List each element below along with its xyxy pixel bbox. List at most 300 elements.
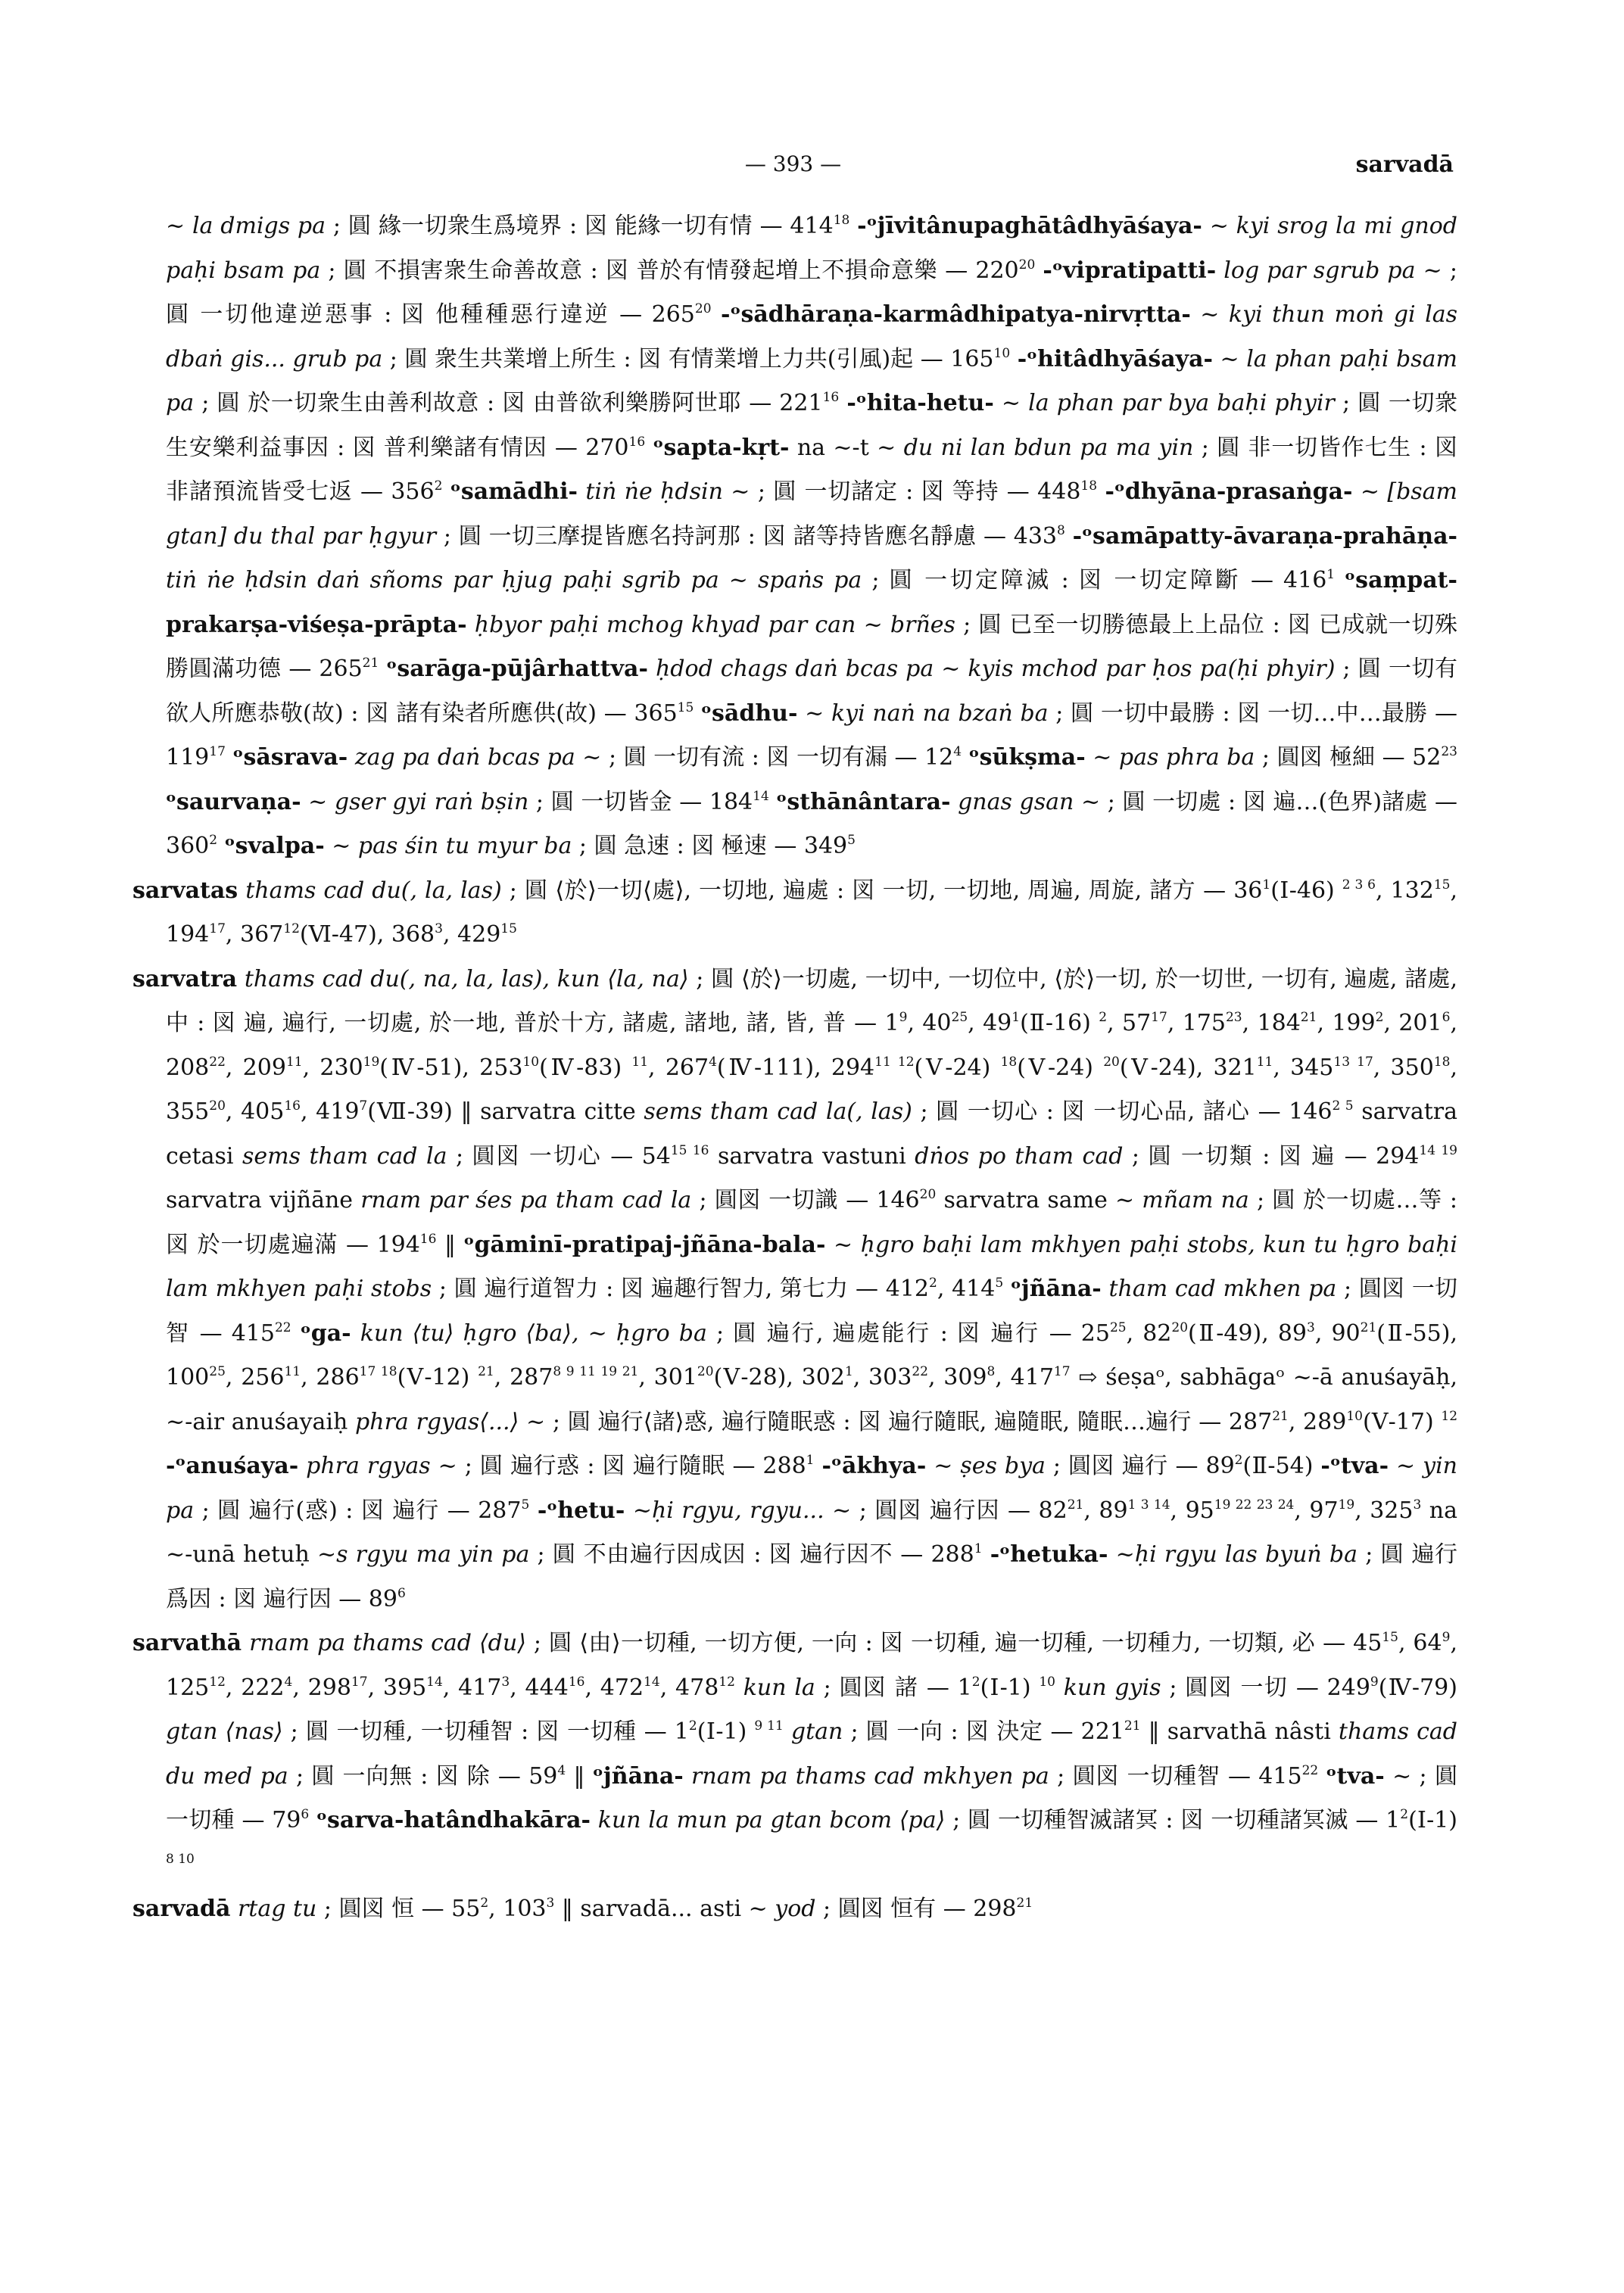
reference-superscript: 21 — [1360, 1319, 1377, 1335]
entry-text: ; 圓図 一切 — 249 — [1161, 1674, 1370, 1701]
tibetan-equivalent: zag pa daṅ bcas pa ~ — [354, 744, 602, 771]
reference-superscript: 18 — [1433, 1054, 1451, 1070]
entry-text — [591, 1807, 598, 1833]
reference-superscript: 2 — [1234, 1453, 1243, 1468]
entry-text: (Ⅰ-1) — [1408, 1807, 1458, 1833]
reference-superscript: 2 — [1099, 1010, 1108, 1025]
reference-superscript: 15 — [677, 699, 694, 715]
reference-superscript: 12 — [283, 921, 300, 936]
reference-superscript: 19 22 23 24 — [1214, 1497, 1295, 1513]
tibetan-equivalent: ~s rgyu ma yin pa — [316, 1541, 530, 1568]
reference-superscript: 3 — [501, 1674, 510, 1690]
entry-text — [237, 966, 245, 992]
reference-superscript: 20 — [1171, 1319, 1189, 1335]
reference-superscript: 12 — [718, 1674, 735, 1690]
entry-text: , 429 — [442, 921, 501, 948]
reference-superscript: 6 — [397, 1585, 406, 1601]
entry-text — [242, 1630, 249, 1656]
tibetan-equivalent: kun gyis — [1063, 1674, 1161, 1701]
reference-superscript: 21 — [1016, 1896, 1033, 1911]
reference-superscript: 1 — [844, 1364, 853, 1379]
entry-text: (Ⅴ-24) — [914, 1054, 1001, 1081]
entry-text: , 64 — [1398, 1630, 1442, 1656]
sanskrit-term: ᵒsvalpa- — [224, 833, 325, 859]
reference-superscript: 16 — [284, 1098, 301, 1114]
entry-text: (Ⅶ-39) ‖ sarvatra citte — [367, 1098, 644, 1125]
entry-text — [983, 1541, 990, 1568]
reference-superscript: 17 — [209, 744, 226, 759]
entry-text: ‖ sarvathā nâsti — [1140, 1718, 1339, 1745]
entry-text — [962, 744, 969, 771]
entry-text: ; 圓 一切衆生安樂利益事因 : 図 普利樂諸有情因 — 270 — [166, 390, 1458, 461]
entry-text — [1065, 523, 1073, 550]
reference-superscript: 2 — [1375, 1010, 1384, 1025]
reference-superscript: 18 — [833, 213, 850, 228]
entry-text: ; 圓図 恒有 — 298 — [815, 1896, 1017, 1922]
entry-text: (Ⅱ-55), 100 — [166, 1319, 1458, 1391]
reference-superscript: 3 — [1307, 1319, 1315, 1335]
entry-text: ; 圓 一切皆金 — 184 — [528, 788, 753, 815]
reference-superscript: 2 5 — [1332, 1098, 1354, 1114]
entry-text: (Ⅴ-28), 302 — [713, 1364, 845, 1391]
entry-text — [1353, 478, 1361, 505]
entry-text: ; 圓図 恒 — 55 — [316, 1896, 481, 1922]
reference-superscript: 18 — [1000, 1054, 1018, 1070]
tibetan-equivalent: phra rgyas⟨...⟩ ~ — [355, 1408, 546, 1435]
reference-superscript: 19 — [1338, 1497, 1355, 1513]
entry-text: , 405 — [225, 1098, 285, 1125]
sanskrit-term: ᵒsarāga-pūjârhattva- — [386, 656, 648, 682]
entry-text: , 184 — [1242, 1010, 1301, 1036]
entry-text: ; 圓図 一切心 — 54 — [447, 1142, 671, 1170]
tibetan-equivalent: tiṅ ṅe ḥdsin daṅ sñoms par ḥjug paḥi sgrib pa ~ spaṅs pa — [166, 567, 862, 594]
reference-superscript: 14 — [753, 788, 769, 804]
entry-text: ; 圓 一切諸定 : 図 等持 — 448 — [750, 478, 1081, 505]
sanskrit-term: ᵒsthānântara- — [776, 788, 951, 815]
tibetan-equivalent: tham cad mkhen pa — [1108, 1276, 1337, 1302]
reference-superscript: 10 — [1039, 1674, 1055, 1690]
running-head-word: sarvadā — [1355, 151, 1454, 178]
entry-text: ; 圓 於一切處…等 : 図 於一切處遍滿 — 194 — [166, 1187, 1458, 1258]
tibetan-equivalent: ~ kyi thun moṅ gi las dbaṅ gis... grub pa — [166, 301, 1457, 372]
entry-text — [950, 789, 958, 815]
entry-text: ; 圓図 極細 — 52 — [1255, 744, 1442, 771]
reference-superscript: 14 — [644, 1674, 660, 1690]
tibetan-equivalent: gnas gsan ~ — [958, 788, 1101, 815]
tibetan-equivalent: ~ pas śin tu myur ba — [332, 833, 572, 859]
entry-text: ; 圓 一向 : 図 決定 — 221 — [843, 1718, 1124, 1745]
reference-superscript: 17 — [351, 1674, 368, 1690]
reference-superscript: 2 — [480, 1896, 489, 1911]
sanskrit-term: ᵒsādhu- — [701, 699, 798, 727]
reference-superscript: 10 — [1346, 1408, 1363, 1424]
reference-superscript: 15 — [1382, 1630, 1398, 1645]
entry-text — [578, 478, 585, 505]
entry-text: , 298 — [292, 1674, 351, 1701]
tibetan-equivalent: ḥdod chags daṅ bcas pa ~ kyis mchod par ḥos pa(ḥi phyir) — [655, 656, 1336, 682]
entry-text: , 201 — [1383, 1010, 1442, 1036]
entry-text: ; 圓 不由遍行因成因 : 図 遍行因不 — 288 — [529, 1541, 974, 1568]
reference-superscript: 5 — [847, 833, 856, 848]
entry-text — [684, 1763, 691, 1790]
entry-text: ; 圓 ⟨於⟩一切處, 一切中, 一切位中, ⟨於⟩一切, 於一切世, 一切有, 遍處, 諸處, 中 : 図 遍, 遍行, 一切處, 於一地, 普於十方, 諸處, 諸地, 諸, 皆, 普 — 1 — [166, 965, 1457, 1036]
headword: sarvathā — [132, 1630, 242, 1656]
reference-superscript: 2 — [971, 1674, 980, 1690]
entry-text — [467, 612, 475, 638]
entry-text: ; 圓 不損害衆生命善故意 : 図 普於有情發起増上不損命意樂 — 220 — [320, 257, 1019, 284]
sanskrit-term: ᵒsaṃpat-prakarṣa-viśeṣa-prāpta- — [166, 567, 1457, 638]
entry-text: ; 圓 遍行(惑) : 図 遍行 — 287 — [194, 1497, 522, 1524]
reference-superscript: 9 — [1370, 1674, 1379, 1690]
entry-text: (Ⅳ-83) — [539, 1054, 632, 1081]
entry-text — [926, 1453, 934, 1479]
reference-superscript: 11 — [285, 1054, 303, 1070]
entry-text: ; 圓 衆生共業增上所生 : 図 有情業增上力共(引風)起 — 165 — [382, 345, 994, 372]
entry-sarvatra — [132, 958, 1457, 1622]
entry-text — [769, 789, 777, 815]
reference-superscript: 17 18 — [359, 1364, 397, 1379]
entry-continuation — [132, 204, 1457, 869]
entry-text: ; 圓 一切處 : 図 遍…(色界)諸處 — 360 — [166, 788, 1457, 859]
entry-text — [645, 435, 653, 461]
reference-superscript: 1 — [1262, 877, 1271, 893]
sanskrit-term: ᵒgāminī-pratipaj-jñāna-bala- — [463, 1231, 826, 1258]
entry-text — [839, 390, 846, 416]
reference-superscript: 4 — [709, 1054, 717, 1070]
tibetan-equivalent: thams cad du med pa — [166, 1718, 1457, 1790]
entry-text: , 417 — [995, 1364, 1054, 1391]
page-number: — 393 — — [744, 151, 842, 176]
reference-superscript: 20 — [209, 1098, 226, 1114]
reference-superscript: 16 — [822, 390, 840, 405]
entry-text: ; 圓図 一切種智 — 415 — [1049, 1762, 1302, 1790]
tibetan-equivalent: kun la — [743, 1674, 815, 1701]
entry-text: ; 圓 於一切衆生由善利故意 : 図 由普欲利樂勝阿世耶 — 221 — [194, 390, 823, 416]
entry-text — [735, 1675, 743, 1701]
entry-text: , 199 — [1317, 1010, 1376, 1036]
tibetan-equivalent: gtan — [790, 1718, 843, 1745]
entry-text — [1385, 1763, 1392, 1790]
entry-text: , 444 — [510, 1674, 569, 1701]
entry-text: , 289 — [1288, 1408, 1347, 1435]
entry-text: , 417 — [442, 1674, 502, 1701]
entry-text — [309, 1807, 316, 1833]
reference-superscript: 22 — [209, 1054, 226, 1070]
entry-text: , 97 — [1294, 1497, 1339, 1524]
headword: sarvatra — [132, 965, 238, 992]
tibetan-equivalent: ~ ṣes bya — [934, 1453, 1046, 1479]
entry-text: ; 圓 一切有流 : 図 一切有漏 — 12 — [601, 744, 954, 771]
reference-superscript: 16 — [419, 1231, 437, 1247]
tibetan-equivalent: log par sgrub pa ~ — [1223, 257, 1442, 284]
sanskrit-term: -ᵒsādhāraṇa-karmâdhipatya-nirvṛtta- — [721, 301, 1191, 328]
reference-superscript: 2 — [929, 1276, 937, 1291]
reference-superscript: 3 — [1413, 1497, 1422, 1513]
sanskrit-term: -ᵒanuśaya- — [166, 1453, 299, 1479]
reference-superscript: 20 — [919, 1187, 937, 1202]
reference-superscript: 12 — [1441, 1408, 1458, 1424]
reference-superscript: 1 — [1326, 567, 1336, 582]
entry-text: , 49 — [968, 1010, 1012, 1036]
entry-text — [712, 301, 721, 328]
reference-superscript: 13 17 — [1333, 1054, 1373, 1070]
sanskrit-term: -ᵒtva- — [1320, 1453, 1389, 1479]
entry-sarvatas — [132, 869, 1457, 958]
reference-superscript: 5 — [995, 1276, 1004, 1291]
tibetan-equivalent: sems tham cad la — [242, 1142, 447, 1170]
entry-text — [1318, 1763, 1326, 1790]
entry-text: na ~-unā hetuḥ — [166, 1497, 1458, 1568]
reference-superscript: 8 — [987, 1364, 996, 1379]
entry-text: (Ⅰ-46) — [1270, 877, 1342, 904]
sanskrit-term: ᵒsapta-kṛt- — [653, 434, 790, 461]
reference-superscript: 23 — [1441, 744, 1457, 759]
reference-superscript: 17 — [209, 921, 226, 936]
entry-text: sarvatra same — [936, 1187, 1115, 1213]
reference-superscript: 11 — [631, 1054, 649, 1070]
reference-superscript: 8 9 11 19 21 — [553, 1364, 639, 1379]
entry-text: (Ⅴ-24), 321 — [1119, 1054, 1257, 1081]
entry-text: ; 圓 一切種 — 79 — [166, 1762, 1457, 1833]
entry-text: (Ⅵ-47), 368 — [299, 921, 435, 948]
sanskrit-term: ᵒtva- — [1326, 1762, 1385, 1790]
entry-text: , 355 — [166, 1054, 1457, 1125]
entry-text: ; 圓 遍行⟨諸⟩惑, 遍行隨眠惑 : 図 遍行隨眠, 遍隨眠, 隨眠…遍行 — 287 — [545, 1408, 1273, 1435]
sanskrit-term: ᵒsāsrava- — [232, 744, 348, 771]
entry-text: , 286 — [301, 1364, 360, 1391]
sanskrit-term: ᵒsarva-hatândhakāra- — [316, 1807, 591, 1833]
entry-text: , 209 — [225, 1054, 286, 1081]
reference-superscript: 10 — [993, 345, 1011, 361]
entry-text: , 256 — [225, 1364, 285, 1391]
entry-text — [825, 1232, 834, 1258]
reference-superscript: 15 — [1433, 877, 1451, 893]
entry-text: ; 圓 遍行爲因 : 図 遍行因 — 89 — [166, 1541, 1457, 1612]
entry-text: (Ⅱ-54) — [1242, 1453, 1321, 1479]
reference-superscript: 7 — [359, 1098, 368, 1114]
reference-superscript: 20 — [697, 1364, 714, 1379]
entry-text: , 57 — [1107, 1010, 1152, 1036]
reference-superscript: 21 — [1067, 1497, 1084, 1513]
entry-text — [815, 1453, 822, 1479]
entry-text: ; 圓 一切類 : 図 遍 — 294 — [1123, 1142, 1420, 1170]
entry-text — [1389, 1453, 1396, 1479]
reference-superscript: 1 3 14 — [1127, 1497, 1170, 1513]
tibetan-equivalent: rtag tu — [237, 1896, 317, 1922]
entry-text: ‖ — [436, 1231, 464, 1258]
entry-text: ; 圓 一切種智滅諸冥 : 図 一切種諸冥滅 — 1 — [945, 1807, 1401, 1833]
tibetan-equivalent: ~ pas phra ba — [1093, 744, 1255, 771]
entry-sarvatha — [132, 1622, 1457, 1887]
entry-text — [238, 877, 245, 904]
reference-superscript: 11 — [1256, 1054, 1273, 1070]
entry-text — [1202, 213, 1210, 239]
tibetan-equivalent: kun la mun pa gtan bcom ⟨pa⟩ — [597, 1807, 946, 1833]
entry-text: sarvatra cetasi — [166, 1098, 1458, 1170]
entry-text — [529, 1497, 538, 1524]
entry-text: (Ⅰ-1) — [697, 1718, 755, 1745]
headword: sarvadā — [132, 1896, 231, 1922]
reference-superscript: 17 — [1151, 1010, 1167, 1025]
tibetan-equivalent: sems tham cad la(, las) — [644, 1098, 912, 1125]
reference-superscript: 21 — [362, 656, 379, 671]
entry-text: ; 圓図 諸 — 1 — [815, 1674, 972, 1701]
reference-superscript: 22 — [1301, 1762, 1319, 1778]
entry-text: ; 圓 遍行惑 : 図 遍行隨眠 — 288 — [457, 1453, 806, 1479]
reference-superscript: 16 — [628, 434, 646, 450]
tibetan-equivalent: ~ kyi srog la mi gnod paḥi bsam pa — [166, 213, 1457, 284]
entry-text: ; 圓 一切中最勝 : 図 一切…中…最勝 — 119 — [166, 699, 1457, 771]
tibetan-equivalent: ~ḥi rgyu las byuṅ ba — [1115, 1541, 1358, 1568]
tibetan-equivalent: dṅos po tham cad — [915, 1142, 1124, 1170]
entry-text: ; 圓 一切種, 一切種智 : 図 一切種 — 1 — [282, 1718, 689, 1745]
entry-text: , 325 — [1354, 1497, 1414, 1524]
entry-text: (Ⅱ-49), 89 — [1188, 1319, 1308, 1347]
tibetan-equivalent: ~ ḥgro baḥi lam mkhyen paḥi stobs, kun tu ḥgro baḥi lam mkhyen paḥi stobs — [166, 1231, 1457, 1302]
reference-superscript: 21 — [478, 1364, 494, 1379]
tibetan-equivalent: thams cad du(, la, las) — [245, 877, 502, 904]
reference-superscript: 20 — [1103, 1054, 1120, 1070]
tibetan-equivalent: kun ⟨tu⟩ ḥgro ⟨ba⟩, ~ ḥgro ba — [360, 1319, 707, 1347]
entry-text: ; 圓図 一切智 — 415 — [166, 1276, 1458, 1347]
reference-superscript: 9 — [1442, 1630, 1451, 1645]
reference-superscript: 2 — [209, 833, 218, 848]
entry-text: (Ⅳ-111), 294 — [716, 1054, 875, 1081]
entry-text — [379, 656, 386, 682]
entry-text: (Ⅳ-79) — [1378, 1674, 1457, 1701]
entry-text: ; 圓 一切定障滅 : 図 一切定障斷 — 416 — [862, 567, 1327, 594]
tibetan-equivalent: ~ la phan par bya baḥi phyir — [1001, 390, 1335, 416]
tibetan-equivalent: ~ yod — [748, 1896, 816, 1922]
tibetan-equivalent: gtan ⟨nas⟩ — [166, 1718, 283, 1745]
entry-text — [648, 656, 656, 682]
reference-superscript: 4 — [284, 1674, 293, 1690]
tibetan-equivalent: ~ḥi rgyu, rgyu... ~ — [632, 1497, 852, 1524]
sanskrit-term: -ᵒsamāpatty-āvaraṇa-prahāṇa- — [1072, 522, 1457, 550]
entry-text: ‖ — [566, 1762, 593, 1790]
sanskrit-term: ᵒjñāna- — [1010, 1276, 1102, 1302]
entry-text: , 395 — [367, 1674, 427, 1701]
reference-superscript: 15 16 — [670, 1142, 709, 1158]
entry-text: ; 圓 緣一切衆生爲境界 : 図 能緣一切有情 — 414 — [326, 213, 834, 239]
reference-superscript: 19 — [363, 1054, 380, 1070]
entry-text — [1108, 1541, 1115, 1568]
tibetan-equivalent: rnam par śes pa tham cad la — [360, 1187, 692, 1213]
tibetan-equivalent: tiṅ ṅe ḥdsin ~ — [585, 478, 750, 505]
entry-text: , 303 — [853, 1364, 912, 1391]
sanskrit-term: -ᵒākhya- — [821, 1453, 927, 1479]
entry-text: , 472 — [584, 1674, 644, 1701]
reference-superscript: 5 — [521, 1497, 530, 1513]
entry-text: , 478 — [659, 1674, 719, 1701]
entry-text: (Ⅴ-17) — [1362, 1408, 1442, 1435]
entry-sarvada — [132, 1887, 1457, 1932]
tibetan-equivalent: ḥbyor paḥi mchog khyad par can ~ brñes — [474, 611, 955, 638]
entry-text: ; 圓図 遍行因 — 82 — [851, 1497, 1068, 1524]
entry-text: ; 圓 非一切皆作七生 : 図 非諸預流皆受七返 — 356 — [166, 434, 1457, 505]
entry-text — [291, 1320, 301, 1347]
sanskrit-term: -ᵒhita-hetu- — [846, 390, 994, 416]
entry-text: , 82 — [1126, 1319, 1172, 1347]
reference-superscript: 22 — [912, 1364, 928, 1379]
sanskrit-term: ᵒga- — [300, 1319, 351, 1347]
entry-text: (Ⅴ-24) — [1017, 1054, 1104, 1081]
entry-text: ; 圓 一切有欲人所應恭敬(故) : 図 諸有染者所應供(故) — 365 — [166, 656, 1457, 727]
reference-superscript: 9 — [899, 1010, 908, 1025]
sanskrit-term: -ᵒdhyāna-prasaṅga- — [1105, 478, 1353, 505]
sanskrit-term: ᵒsaurvaṇa- — [166, 788, 301, 815]
reference-superscript: 11 — [284, 1364, 301, 1379]
reference-superscript: 20 — [694, 301, 712, 316]
entry-text: ; 圓 一切心 : 図 一切心品, 諸心 — 146 — [912, 1098, 1333, 1125]
reference-superscript: 4 — [557, 1762, 566, 1778]
entry-text: , 287 — [494, 1364, 553, 1391]
entry-text: , 90 — [1314, 1319, 1361, 1347]
entry-text: ; 圓 一向無 : 図 除 — 59 — [288, 1762, 558, 1790]
reference-superscript: 14 — [426, 1674, 443, 1690]
entry-text — [325, 833, 332, 859]
entry-text: na ~-t — [789, 434, 877, 461]
reference-superscript: 2 3 6 — [1342, 877, 1376, 893]
entry-text: ; 圓 遍行, 遍處能行 : 図 遍行 — 25 — [706, 1319, 1110, 1347]
reference-superscript: 8 — [1057, 522, 1065, 538]
tibetan-equivalent: thams cad du(, na, la, las), kun ⟨la, na⟩ — [244, 965, 689, 992]
entry-text: , 230 — [302, 1054, 363, 1081]
entry-text — [1102, 1276, 1109, 1302]
sanskrit-term: ᵒsamādhi- — [450, 478, 578, 505]
reference-superscript: 18 — [1080, 478, 1098, 494]
reference-superscript: 2 — [434, 478, 443, 494]
entry-text — [1216, 257, 1223, 284]
entry-text: , 125 — [166, 1630, 1457, 1701]
tibetan-equivalent: ~ [bsam gtan] du thal par ḥgyur — [166, 478, 1458, 550]
tibetan-equivalent: ~ gser gyi raṅ bṣin — [308, 788, 529, 815]
reference-superscript: 25 — [1109, 1319, 1127, 1335]
reference-superscript: 21 — [1124, 1718, 1141, 1734]
entry-text — [625, 1497, 633, 1524]
entry-text — [230, 1896, 238, 1922]
reference-superscript: 8 10 — [166, 1851, 195, 1867]
entry-text: ; 圓 ⟨由⟩一切種, 一切方便, 一向 : 図 一切種, 遍一切種, 一切種力, 一切類, 必 — 45 — [525, 1630, 1382, 1656]
tibetan-equivalent: ~ — [1392, 1762, 1412, 1790]
entry-text — [1003, 1276, 1011, 1302]
sanskrit-term: ᵒsūkṣma- — [968, 744, 1086, 771]
entry-text — [1035, 257, 1043, 284]
entry-text: , 222 — [225, 1674, 285, 1701]
entry-text — [694, 700, 701, 727]
entry-text: (Ⅰ-1) — [980, 1674, 1040, 1701]
reference-superscript: 12 — [209, 1674, 226, 1690]
entry-text — [298, 1453, 306, 1479]
reference-superscript: 4 — [953, 744, 962, 759]
tibetan-equivalent: ~ la dmigs pa — [166, 213, 326, 239]
entry-text — [1010, 346, 1018, 372]
tibetan-equivalent: ~ la phan paḥi bsam pa — [166, 345, 1457, 416]
entry-text: , 301 — [638, 1364, 697, 1391]
entry-text: ‖ sarvadā... asti — [554, 1896, 749, 1922]
entry-text — [348, 744, 355, 771]
entry-text — [1097, 478, 1105, 505]
entry-text — [217, 833, 225, 859]
entry-text — [1086, 744, 1093, 771]
reference-superscript: 1 — [1011, 1010, 1021, 1025]
entry-text: ; 圓 一切他違逆惡事 : 図 他種種惡行違逆 — 265 — [166, 257, 1457, 328]
reference-superscript: 3 — [546, 1896, 555, 1911]
entry-text — [849, 213, 857, 239]
reference-superscript: 21 — [1272, 1408, 1289, 1424]
entry-text: (Ⅳ-51), 253 — [379, 1054, 523, 1081]
entry-text: , 309 — [927, 1364, 987, 1391]
